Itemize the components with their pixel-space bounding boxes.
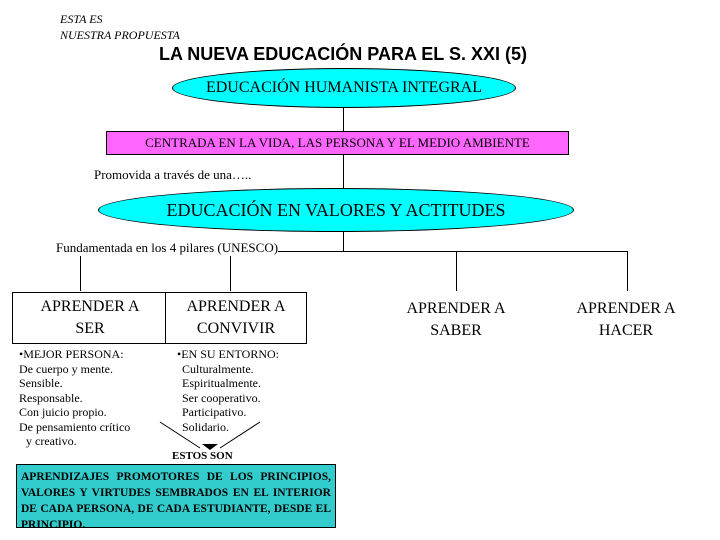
list-item: Solidario.	[182, 419, 229, 434]
pillar-ser-line1: APRENDER A	[40, 298, 140, 315]
pillar-convivir-line2: CONVIVIR	[196, 320, 276, 337]
note	[60, 11, 180, 43]
pillar-saber	[386, 298, 526, 342]
pillar-ser-line2: SER	[75, 320, 105, 337]
list-item: y creativo.	[26, 434, 77, 448]
pillar-convivir-line1: APRENDER A	[186, 298, 286, 315]
connector-ser	[80, 251, 81, 291]
connector-bottom	[343, 230, 344, 252]
list-item: Responsable.	[19, 390, 83, 405]
list-item: De cuerpo y mente.	[19, 361, 113, 376]
pillar-ser	[12, 292, 168, 344]
list-item: De pensamiento crítico	[19, 419, 131, 434]
pillar-hacer	[556, 298, 696, 342]
pillar-saber-line1: APRENDER A	[406, 300, 506, 317]
list-item: Ser cooperativo.	[182, 390, 261, 405]
list-item: Sensible.	[19, 376, 63, 390]
estos-label: ESTOS SON	[172, 450, 233, 462]
list-item: •MEJOR PERSONA:	[19, 347, 124, 361]
list-item: Con juicio propio.	[19, 405, 107, 419]
pillar-hacer-line2: HACER	[598, 322, 654, 339]
bottom-box	[16, 464, 336, 531]
promovida-label: Promovida a través de una…..	[94, 167, 252, 182]
page-title-text: LA NUEVA EDUCACIÓN PARA EL S. XXI (5)	[158, 44, 528, 64]
top-ellipse-text: EDUCACIÓN HUMANISTA INTEGRAL	[205, 79, 483, 96]
top-ellipse	[172, 68, 516, 108]
pillar-hacer-line1: APRENDER A	[576, 300, 676, 317]
mid-ellipse	[98, 188, 574, 232]
list-item: Culturalmente.	[182, 361, 254, 376]
list-item: Participativo.	[182, 405, 247, 419]
pink-box	[106, 131, 569, 155]
note-line-2: NUESTRA PROPUESTA	[60, 28, 180, 42]
pink-box-text: CENTRADA EN LA VIDA, LAS PERSONA Y EL MEDIO AMBIENTE	[145, 135, 530, 150]
pillar-convivir	[165, 292, 307, 344]
ser-list	[19, 347, 130, 449]
connector-mid	[343, 153, 344, 188]
note-line-1: ESTA ES	[60, 12, 103, 26]
mid-ellipse-text: EDUCACIÓN EN VALORES Y ACTITUDES	[166, 199, 506, 220]
list-item: •EN SU ENTORNO:	[177, 347, 279, 361]
connector-convivir	[230, 251, 231, 291]
connector-top	[343, 106, 344, 131]
list-item: Espiritualmente.	[182, 376, 261, 390]
connector-saber	[456, 251, 457, 291]
bottom-box-text: APRENDIZAJES PROMOTORES DE LOS PRINCIPIOS, VALORES Y VIRTUDES SEMBRADOS EN EL INTERIOR DE CADA PERSONA, DE CADA ESTUDIANTE, DESDE EL PRINCIPIO.	[21, 471, 331, 531]
connector-hacer	[627, 251, 628, 291]
down-arrow-icon	[150, 420, 270, 452]
page-title	[0, 44, 720, 65]
fundamentada-label: Fundamentada en los 4 pilares (UNESCO)	[56, 240, 279, 255]
pillar-saber-line2: SABER	[430, 322, 482, 339]
